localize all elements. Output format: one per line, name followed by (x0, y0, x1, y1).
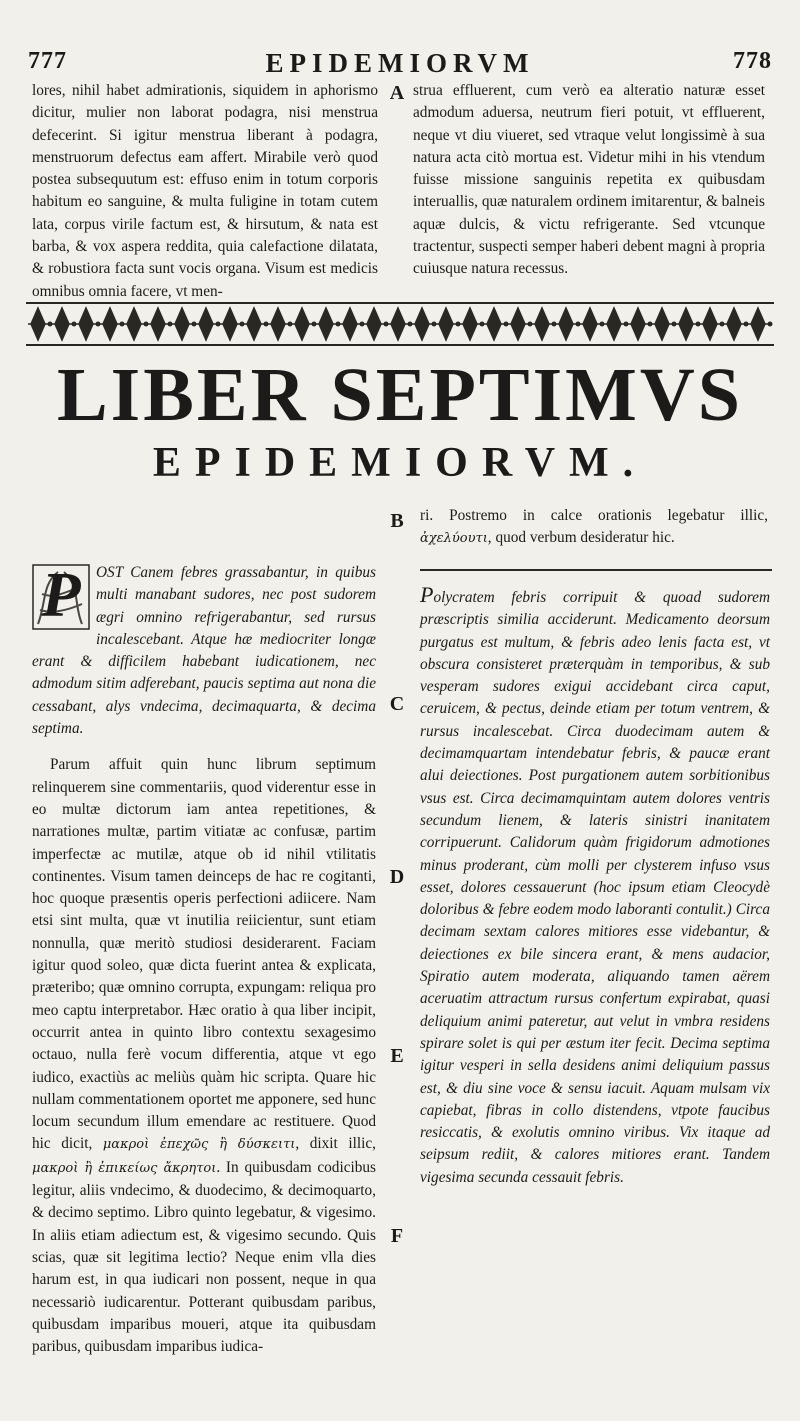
ornament-flower (604, 308, 624, 340)
ornament-dot (360, 322, 365, 327)
right-top-note (420, 505, 768, 551)
right-top-text: ri. Postremo in calce orationis legebatur illic, (420, 507, 768, 524)
ornament-flower (388, 308, 408, 340)
ornament-flower (580, 308, 600, 340)
ornament-dot (600, 322, 605, 327)
page-number-left: 777 (28, 48, 67, 74)
ornament-flower (484, 308, 504, 340)
ornament-dot (144, 322, 149, 327)
ornament-flower (244, 308, 264, 340)
ornament-flower (196, 308, 216, 340)
ornament-flower (460, 308, 480, 340)
ornament-flower (148, 308, 168, 340)
ornament-dot (192, 322, 197, 327)
ornament-dot (432, 322, 437, 327)
ornament-flower (724, 308, 744, 340)
ornament-flower (268, 308, 288, 340)
ornament-dot (240, 322, 245, 327)
ornament-dot (504, 322, 509, 327)
greek-phrase-1: μακροὶ ἐπεχῶς ἢ δύσκειτι (102, 1137, 296, 1153)
right-top-text-end: , quod verbum desideratur hic. (487, 529, 675, 547)
ornament-dot (336, 322, 341, 327)
ornament-flower (100, 308, 120, 340)
first-word: OST (96, 564, 123, 581)
ornament-flower (556, 308, 576, 340)
ornament-flower (292, 308, 312, 340)
ornament-flower (220, 308, 240, 340)
ornament-dot (48, 322, 53, 327)
ornament-flower (532, 308, 552, 340)
ornament-dot (264, 322, 269, 327)
ornament-dot (696, 322, 701, 327)
top-left-column (32, 80, 378, 303)
ornament-dot (576, 322, 581, 327)
hippocrates-text-left (32, 559, 376, 740)
ornament-dot (552, 322, 557, 327)
ornament-flower (412, 308, 432, 340)
commentary-part-1: Parum affuit quin hunc librum septimum relinquerem sine commentariis, quod viderentur esse in eo multæ dictorum iam antea repetitiones, & narrationes multæ, partim vitiatæ ac confusæ, partim imperfectæ ac mutilæ, atque ob id nihil vtilitatis continentes. Visum tamen deinceps de hac re cogitanti, hoc quoque præsentis operis perfectioni adiicere. Nam etsi sint multa, quæ vt inutilia reiicientur, sunt etiam nonnulla, quæ meritò studiosi desiderarent. Faciam igitur quod soleo, quæ dicta fuerint antea & explicata, præteribo; quæ omnino corrupta, expungam: reliqua pro meo captu interpretabor. Hæc oratio à qua liber incipit, occurrit antea in quinto libro contextu sexagesimo octauo, nulla ferè vocum differentia, atque vt ego iudico, exactiùs ac meliùs quàm hic scripta. Quare hic nullam commentationem oportet me apponere, sed hunc locum secundum illum emendare ac restituere. Quod hic dicit, (32, 756, 376, 1153)
ornament-dot (624, 322, 629, 327)
ornament-dot (312, 322, 317, 327)
right-main-column (420, 584, 770, 1189)
top-right-text: strua effluerent, cum verò ea alteratio naturæ esset admodum aduersa, neutrum fieri potuit, vt effluerent, neque vt diu viueret, sed vtraque velut longissimè à sua natura acta citò mortua est. Videtur mihi in his vtendum fuisse missione sanguinis repetita ex quibusdam interuallis, quæ naturalem ordinem imitarentur, & balneis aquæ dulcis, & victu refrigerante. Sed vtcunque tractentur, suspecti semper haberi debent magni à propria cuiusque natura recessus. (413, 82, 765, 278)
ornament-flower (172, 308, 192, 340)
ornament-dot (744, 322, 749, 327)
hippocrates-text-right (420, 584, 770, 1189)
ornament-dot (672, 322, 677, 327)
book-subtitle: EPIDEMIORVM. (152, 440, 648, 486)
margin-letter-c: C (389, 693, 405, 715)
ornament-flower (508, 308, 528, 340)
ornament-dot (384, 322, 389, 327)
margin-letter-d: D (389, 866, 405, 888)
ornament-dot (408, 322, 413, 327)
margin-letter-a: A (389, 82, 405, 104)
running-title: EPIDEMIORVM (265, 48, 535, 78)
ornament-dot (648, 322, 653, 327)
commentary-part-2: , dixit illic, (295, 1135, 376, 1153)
ornament-dot (168, 322, 173, 327)
dropcap-letter: P (41, 559, 81, 630)
top-right-column (413, 80, 765, 281)
page-number-right: 778 (733, 48, 772, 74)
ornament-dot (72, 322, 77, 327)
ornament-dot (96, 322, 101, 327)
ornament-flower (700, 308, 720, 340)
ornament-flower (364, 308, 384, 340)
dropcap (32, 559, 90, 630)
ornament-flower (436, 308, 456, 340)
ornament-flower (124, 308, 144, 340)
commentary-text (32, 754, 376, 1358)
italic-text: Canem febres grassabantur, in quibus multi manabant sudores, nec post sudorem ægri omnino refrigerabantur, sed rursus incalescebant. Atque hæ mediocriter longæ erant & difficilem habebant iudicationem, nec admodum sitim adferebant, paucis septima aut nona die cessabant, alys vndecima, decimaquarta, & decima septima. (32, 564, 376, 738)
right-italic-text: olycratem febris corripuit & quoad sudorem præscriptis similia acciderunt. Medicamento deorsum purgatus est multum, & febris adeo lenis facta est, vt obscura consisteret præterquàm in temporibus, & sub vesperam sudores exigui accidebant circa caput, ceruicem, & pectus, deinde etiam per totum ventrem, & rursus incalescebat. Circa duodecimam autem & decimamquartam intendebatur febris, & paucæ erant alui deiectiones. Post purgationem autem sorbitionibus vsus est. Circa decimamquintam autem dolores ventris secundum lienem, & lateris sinistri inanitatem corripuerunt. Calidorum quàm frigidorum admotiones minus proderant, cùm molli per clysterem infuso vsus esset, dolores cessauerunt (hoc ipsum etiam Cleocydè doloribus & febre eodem modo laboranti contulit.) Circa decimam sextam calores mitiores esse videbantur, & deiectiones ex bile sincera erant, & mens audacior, Spiratio autem moderata, aliquando tamen aërem aceruatim attractum rursus confertum expirabat, quasi deliquium animi pateretur, aut velut in vmbra residens spirare solet is qui per æstum iter fecit. Decima septima igitur vesperi in sella desidens animi deliquium passus est, & diu sine voce & sensu iacuit. Aquam mulsam vix capiebat, fibras in collo distendens, vtpote faucibus resiccatis, & exolutis omnino viribus. Vix itaque ad seipsum rediit, & calores mitiores erant. Tandem vigesima secunda cessauit febris. (420, 589, 770, 1186)
margin-letter-f: F (390, 1225, 404, 1247)
ornament-dot (768, 322, 773, 327)
ornament-dot (528, 322, 533, 327)
commentary-part-3: . In quibusdam codicibus legitur, aliis vndecimo, & duodecimo, & decimoquarto, & decimo septimo. Libro quinto legebatur, & vigesimo. In aliis etiam adiectum est, & vigesimo secundo. Quis scias, quæ sit legitima lectio? Neque enim vlla dies harum est, in qua iudicari non possent, neque in qua necessariò iudicarentur. Potterant quibusdam paribus, quibusdam imparibus moueri, atque ita quibusdam paribus, quibusdam imparibus iudica- (32, 1158, 376, 1356)
ornament-flower (340, 308, 360, 340)
ornament-flower (316, 308, 336, 340)
ornament-flower (76, 308, 96, 340)
ornament-dot (480, 322, 485, 327)
ornament-flower (628, 308, 648, 340)
ornament-dot (216, 322, 221, 327)
greek-phrase-2: μακροὶ ἢ ἐπικείως ἄκρητοι (32, 1160, 217, 1176)
ornament-dot (720, 322, 725, 327)
margin-letter-e: E (390, 1045, 404, 1067)
ornament-flower (28, 308, 48, 340)
section-rule (420, 569, 772, 571)
ornament-dot (456, 322, 461, 327)
ornament-band (26, 300, 774, 348)
top-left-text: lores, nihil habet admirationis, siquidem in aphorismo dicitur, mulier non laborat podagra, nisi menstrua defecerint. Si igitur menstrua liberant à podagra, menstruorum defectus eam affert. Mirabile verò quod postea subsequutum est: effuso enim in totum corporis habitum eo sanguine, & multa fuligine in totam cutem lata, corpus virile factum est, & hirsutum, & nata est barba, & vox aspera reddita, quia calefactione dilatata, & robustiora facta sunt vocis organa. Visum est medicis omnibus omnia facere, vt men- (32, 82, 378, 300)
book-title: LIBER SEPTIMVS (56, 353, 744, 437)
ornament-flower (52, 308, 72, 340)
margin-letter-b: B (390, 510, 404, 532)
ornament-dot (288, 322, 293, 327)
ornament-flower (748, 308, 768, 340)
ornament-flower (652, 308, 672, 340)
ornament-flower (676, 308, 696, 340)
first-capital: P (420, 582, 434, 607)
right-top-greek: ἀχελύουτι (420, 531, 488, 547)
ornament-dot (120, 322, 125, 327)
left-main-column (32, 559, 376, 1358)
running-head (28, 48, 772, 80)
